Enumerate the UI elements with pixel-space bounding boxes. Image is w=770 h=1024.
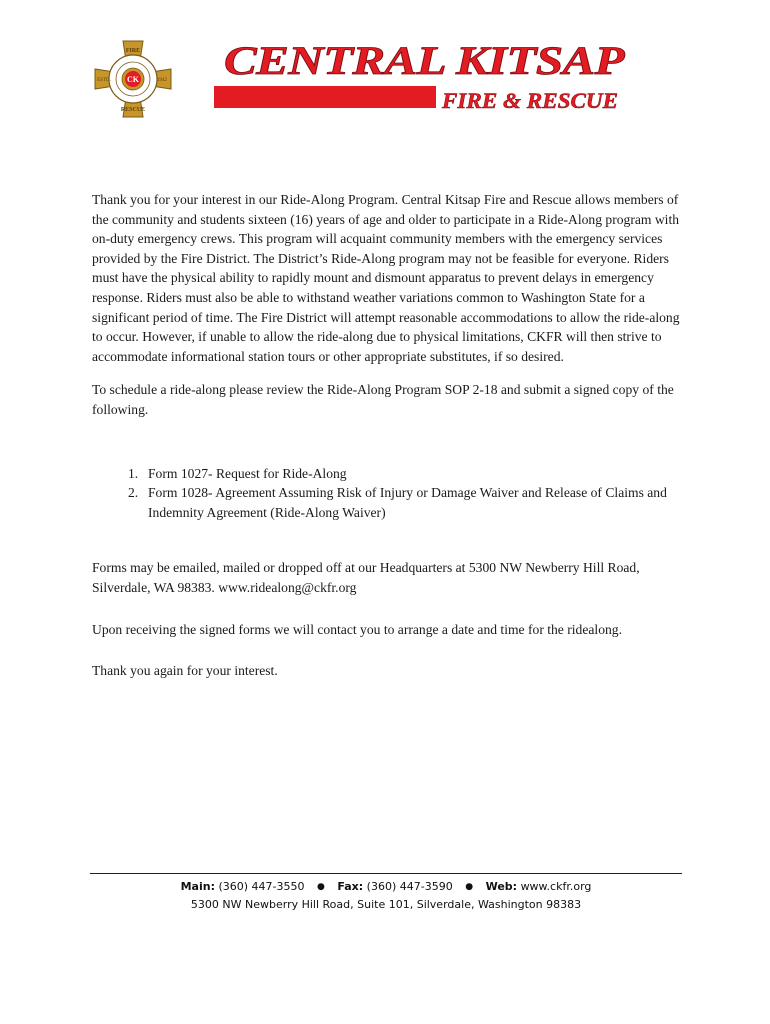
footer [90,878,682,913]
central-kitsap-wordmark-logo [214,34,634,118]
footer-address: 5300 NW Newberry Hill Road, Suite 101, Silverdale, Washington 98383 [190,898,582,911]
intro-paragraph: Thank you for your interest in our Ride-Along Program. Central Kitsap Fire and Rescue allows members of the community and students sixteen (16) years of age and older to participate in a Ride-Along program with on-duty emergency crews. This program will acquaint community members with the emergency services provided by the Fire District. The District’s Ride-Along program may not be feasible for everyone. Riders must have the physical ability to rapidly mount and dismount apparatus to prevent delays in emergency response. Riders must also be able to withstand weather variations common to Washington State for a significant period of time. The Fire District will attempt reasonable accommodations to allow the ride-along to occur. However, if unable to allow the ride-along due to physical limitations, CKFR will then strive to accommodate informational station tours or other appropriate substitutes, if so desired. [92,192,680,364]
closing-paragraph: Thank you again for your interest. [92,663,278,679]
seal-right-text: 1942 [157,78,167,83]
web-label: Web: [485,880,518,893]
separator-dot: ● [465,882,474,892]
footer-divider [90,873,682,874]
footer-contact-line [90,878,682,896]
list-item-text: Form 1028- Agreement Assuming Risk of Injury or Damage Waiver and Release of Claims and Indemnity Agreement (Ride-Along Waiver) [148,485,667,520]
brand-line-2: FIRE & RESCUE [440,88,618,113]
fire-department-seal-logo [90,36,176,122]
seal-top-text: FIRE [125,48,141,54]
list-item [92,483,688,522]
brand-line-1: CENTRAL KITSAP [224,38,626,83]
web-value: www.ckfr.org [520,880,592,893]
list-item-text: Form 1027- Request for Ride-Along [148,465,347,481]
letter-body [92,190,688,681]
seal-left-text: ESTD. [97,78,111,83]
seal-center-text: CK [127,75,139,84]
submission-paragraph: Forms may be emailed, mailed or dropped off at our Headquarters at 5300 NW Newberry Hill Road, Silverdale, WA 98383. www.ridealong@ckfr.org [92,560,640,595]
seal-bottom-text: RESCUE [120,107,146,113]
list-item-number: 2. [128,485,139,501]
letterhead [90,34,650,118]
separator-dot: ● [317,882,325,892]
main-phone-value: (360) 447-3550 [218,880,305,893]
main-phone-label: Main: [180,880,215,893]
list-item-number: 1. [128,465,139,481]
fax-label: Fax: [337,880,364,893]
fax-value: (360) 447-3590 [366,880,453,893]
followup-paragraph: Upon receiving the signed forms we will contact you to arrange a date and time for the ridealong. [92,621,622,637]
list-item [92,464,688,484]
schedule-paragraph: To schedule a ride-along please review the Ride-Along Program SOP 2-18 and submit a signed copy of the following. [92,382,674,417]
required-forms-list [92,464,688,523]
